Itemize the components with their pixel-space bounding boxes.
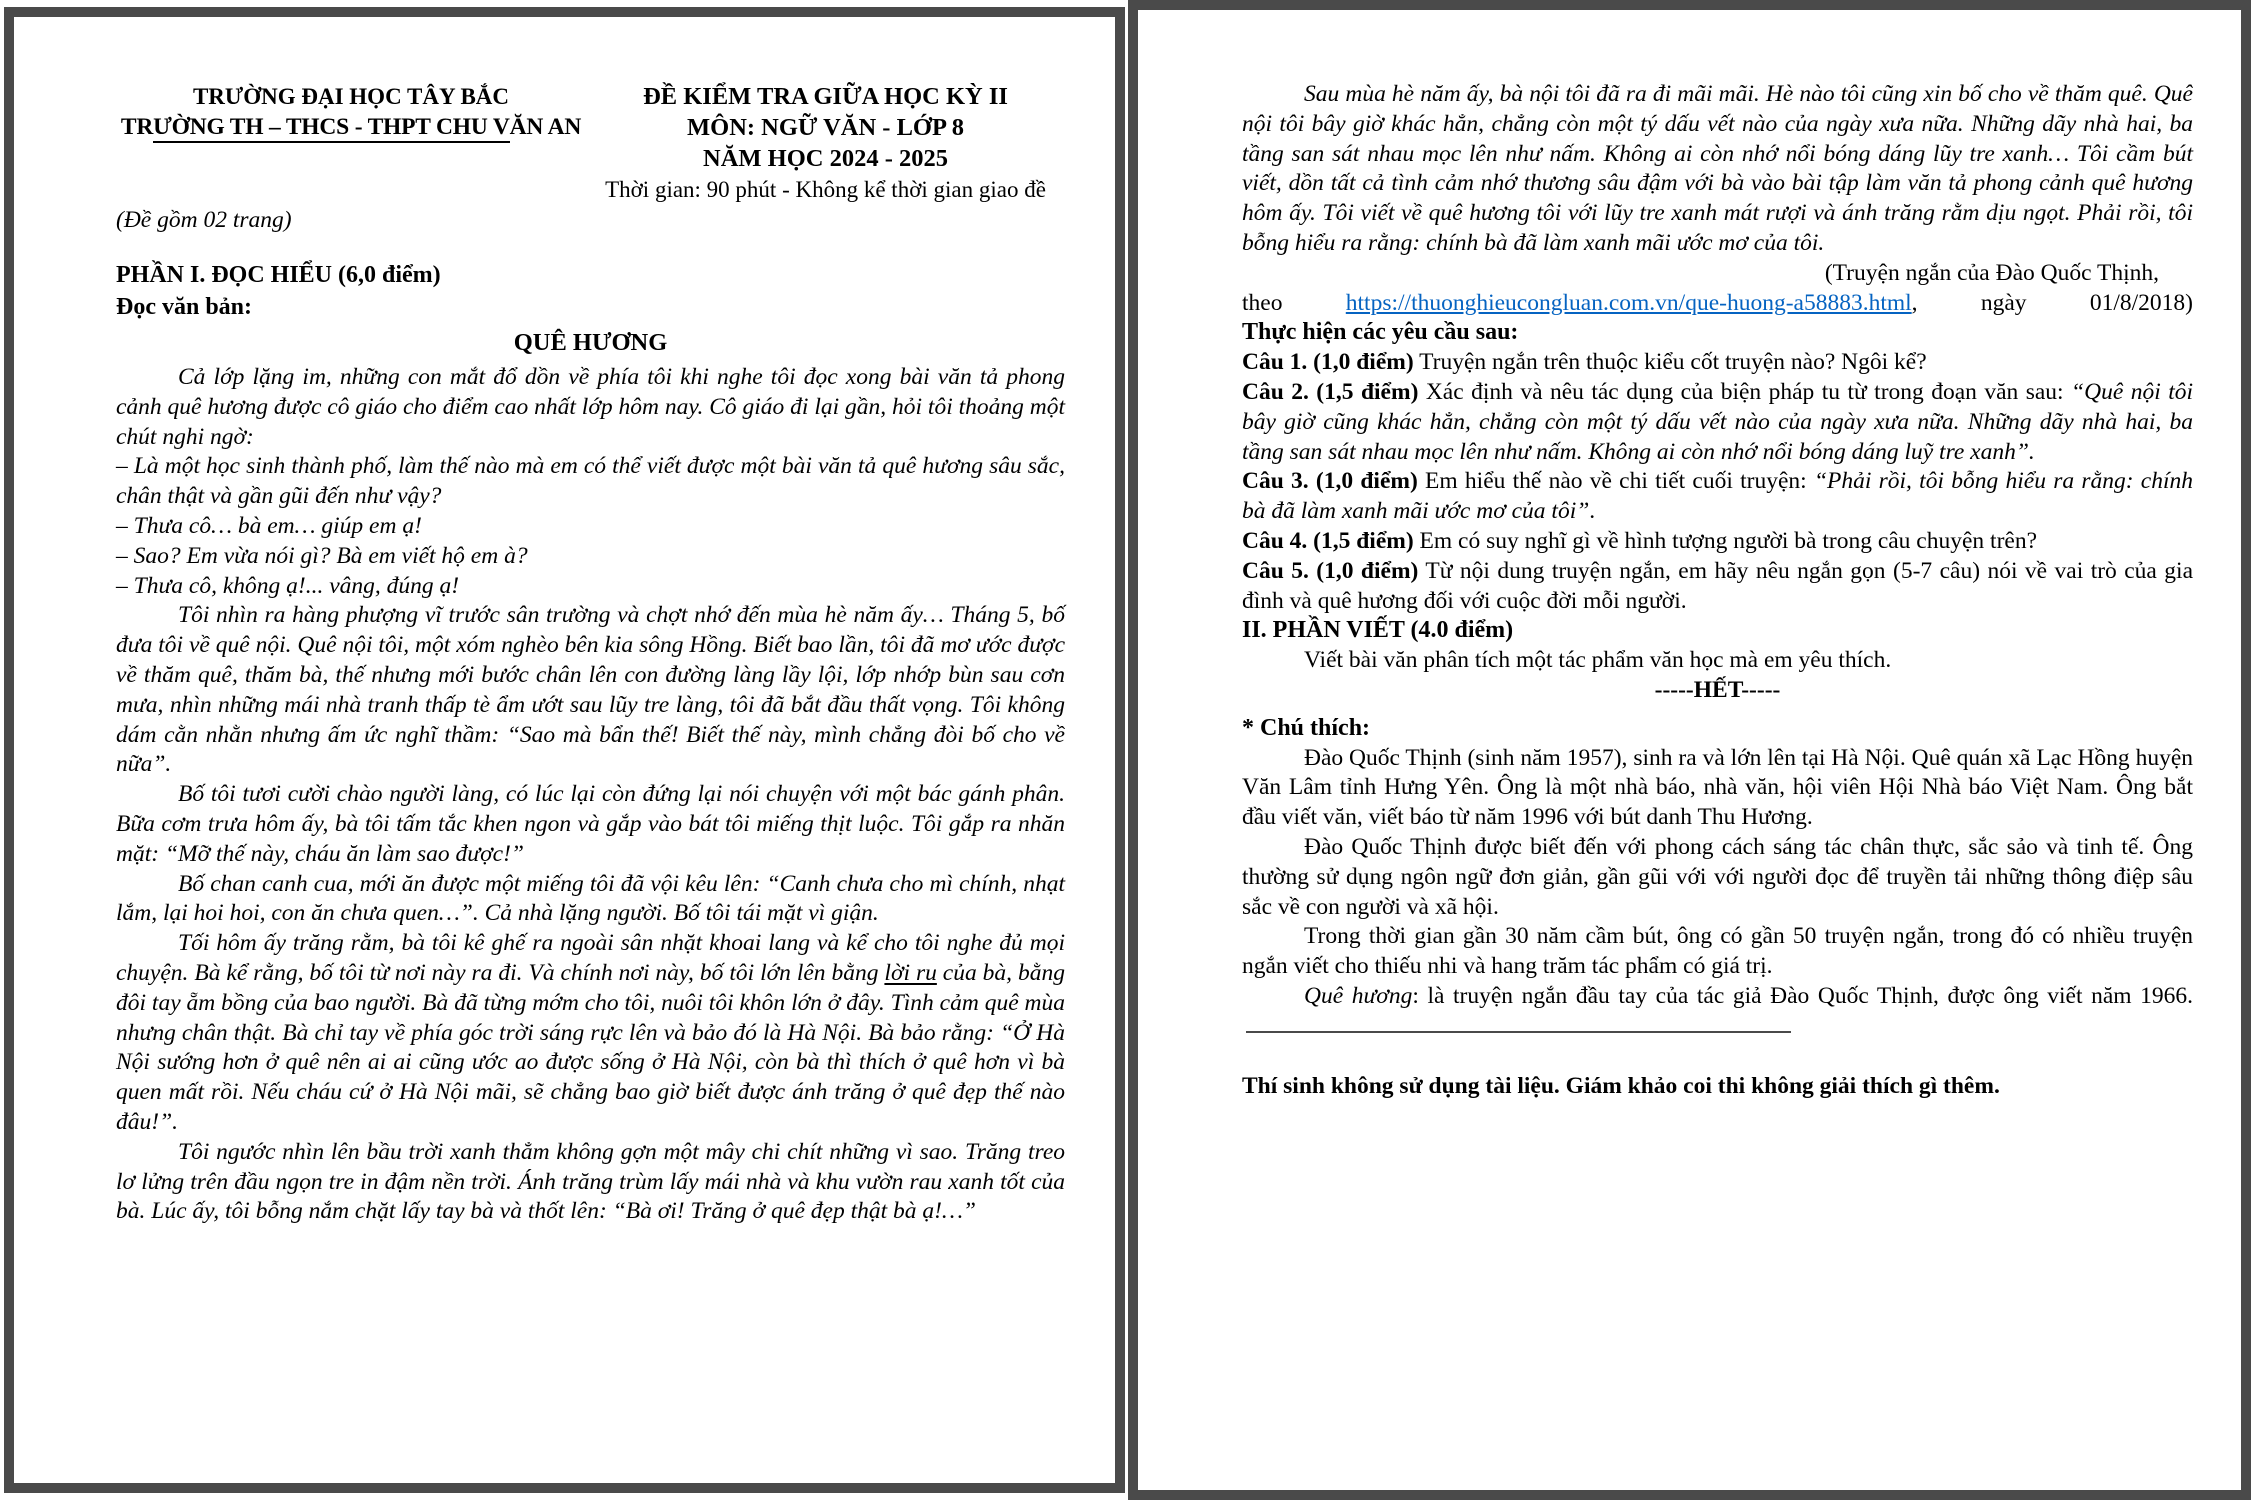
question xyxy=(1242,467,2193,527)
school-name xyxy=(116,112,586,143)
text-run: – Thưa cô, không ạ!... vâng, đúng ạ! xyxy=(116,572,460,599)
text-run: Em hiểu thế nào về chi tiết cuối truyện: xyxy=(1417,468,1814,495)
story-paragraph xyxy=(116,1138,1065,1227)
text-run: “Phải rồi, tôi bỗng hiểu ra rằng: chính bà đã làm xanh mãi ước mơ của tôi” xyxy=(1242,468,2194,525)
text-run: Tôi ngước nhìn lên bầu trời xanh thẳm không gợn một mây chi chít những vì sao. Trăng treo lơ lửng trên đầu ngọn tre in đậm nền trời. Ánh trăng trùm lấy mái nhà và khu vườn rau xanh tốt của bà. Lúc ấy, tôi bỗng nắm chặt lấy tay bà và thốt lên: “Bà ơi! Trăng ở quê đẹp thật bà ạ!…” xyxy=(116,1138,1065,1225)
text-run: Từ nội dung truyện ngắn, em hãy nêu ngắn gọn (5-7 câu) nói về vai trò của gia đình và quê hương đối với cuộc đời mỗi người. xyxy=(1242,557,2193,614)
text-run: Đào Quốc Thịnh (sinh năm 1957), sinh ra và lớn lên tại Hà Nội. Quê quán xã Lạc Hồng huyện Văn Lâm tỉnh Hưng Yên. Ông là một nhà báo, nhà văn, hội viên Hội Nhà báo Việt Nam. Ông bắt đầu viết văn, viết báo từ năm 1996 với bút danh Thu Hương. xyxy=(1242,744,2193,831)
story-paragraph xyxy=(116,452,1065,512)
exam-duration: Thời gian: 90 phút - Không kể thời gian giao đề xyxy=(605,177,1046,202)
pages-note: (Đề gồm 02 trang) xyxy=(116,207,292,233)
text-run: “Quê nội tôi bây giờ cũng khác hẳn, chẳng còn một tý dấu vết nào của ngày xưa nữa. Những dãy nhà hai, ba tầng san sát nhau mọc lên như nấm. Không ai còn nhớ nổi bóng dáng luỹ tre xanh”. xyxy=(1242,378,2194,465)
question-label: Câu 3. (1,0 điểm) xyxy=(1242,468,1418,495)
text-run: lời ru xyxy=(884,959,937,986)
text-run: Tôi nhìn ra hàng phượng vĩ trước sân trường và chợt nhớ đến mùa hè năm ấy… Tháng 5, bố đưa tôi về quê nội. Quê nội tôi, một xóm nghèo bên kia sông Hồng. Biết bao lần, tôi đã mơ ước được về thăm quê, thăm bà, thế nhưng mới bước chân lên con đường làng lầy lội, lớp nhớp bùn sau cơn mưa, nhìn những mái nhà tranh thấp tè ẩm ướt sau lũy tre làng, tôi đã bắt đầu thất vọng. Tôi không dám cằn nhằn nhưng ấm ức nghĩ thầm: “Sao mà bẩn thế! Biết thế này, mình chẳng đòi bố cho về nữa”. xyxy=(116,602,1065,778)
text-run: Tối hôm ấy trăng rằm, bà tôi kê ghế ra ngoài sân nhặt khoai lang và kể cho tôi nghe đủ mọi chuyện. Bà kể rằng, bố tôi từ nơi này ra đi. Và chính nơi này, bố tôi lớn lên bằng xyxy=(116,930,1065,986)
note-paragraph xyxy=(1242,982,2193,1042)
school-name-part: ĂN AN xyxy=(509,114,582,140)
page-header xyxy=(116,81,1065,205)
questions-list xyxy=(1242,348,2193,616)
note-paragraph xyxy=(1242,833,2193,922)
school-block xyxy=(116,81,586,205)
story-paragraph xyxy=(116,512,1065,542)
note-paragraph xyxy=(1242,744,2193,833)
text-run: Xác định và nêu tác dụng của biện pháp tu từ trong đoạn văn sau: xyxy=(1418,378,2072,405)
story-text xyxy=(116,363,1065,1227)
writing-task: Viết bài văn phân tích một tác phẩm văn học mà em yêu thích. xyxy=(1304,647,1892,674)
source-link[interactable]: https://thuonghieucongluan.com.vn/que-huong-a58883.html xyxy=(1345,289,1912,316)
exam-subject: MÔN: NGỮ VĂN - LỚP 8 xyxy=(687,114,964,141)
story-paragraph xyxy=(116,542,1065,572)
text-run: Bố chan canh cua, mới ăn được một miếng tôi đã vội kêu lên: “Canh chưa cho mì chính, nhạt lắm, lại hoi hoi, con ăn chưa quen…”. Cả nhà lặng người. Bố tôi tái mặt vì giận. xyxy=(116,870,1065,927)
question xyxy=(1242,378,2193,467)
text-run: Đào Quốc Thịnh được biết đến với phong cách sáng tác chân thực, sắc sảo và tinh tế. Ông thường sử dụng ngôn ngữ đơn giản, gần gũi với với người đọc để truyền tải những thông điệp sâu sắc về con người và xã hội. xyxy=(1242,833,2193,920)
read-text-label: Đọc văn bản: xyxy=(116,294,253,320)
text-run: Cả lớp lặng im, những con mắt đổ dồn về phía tôi khi nghe tôi đọc xong bài văn tả phong cảnh quê hương được cô giáo cho điểm cao nhất lớp hôm nay. Cô giáo đi lại gần, hỏi tôi thoảng một chút nghi ngờ: xyxy=(116,364,1065,450)
exam-title-block xyxy=(586,81,1065,205)
school-name-university: TRƯỜNG ĐẠI HỌC TÂY BẮC xyxy=(192,84,510,109)
exam-note: Thí sinh không sử dụng tài liệu. Giám khảo coi thi không giải thích gì thêm. xyxy=(1242,1072,2000,1099)
school-name-underlined: ƯỜNG TH – THCS - THPT CHU V xyxy=(153,114,510,143)
exam-title: ĐỀ KIỂM TRA GIỮA HỌC KỲ II xyxy=(643,83,1008,110)
question-label: Câu 2. (1,5 điểm) xyxy=(1242,378,1419,405)
text-run: . xyxy=(1589,498,1596,525)
signature-line xyxy=(1246,1029,1791,1033)
school-year: NĂM HỌC 2024 - 2025 xyxy=(703,145,948,172)
exam-page-2 xyxy=(1128,0,2251,1500)
question-label: Câu 1. (1,0 điểm) xyxy=(1242,349,1414,376)
notes-list xyxy=(1242,744,2193,1042)
story-citation: (Truyện ngắn của Đào Quốc Thịnh, xyxy=(1824,259,2159,286)
school-name-part: TR xyxy=(120,114,154,140)
text-run: Em có suy nghĩ gì về hình tượng người bà trong câu chuyện trên? xyxy=(1413,527,2038,554)
story-paragraph xyxy=(116,870,1065,930)
text-run: : là truyện ngắn đầu tay của tác giả Đào Quốc Thịnh, được ông viết năm 1966. xyxy=(1412,982,2193,1009)
text-run: của bà, bằng đôi tay ẵm bồng của bao người. Bà đã từng mớm cho tôi, nuôi tôi khôn lớn ở đây. Tình cảm quê mùa nhưng chân thật. Bà chỉ tay về phía góc trời sáng rực lên và bảo đó là Hà Nội. Bà bảo rằng: “Ở Hà Nội sướng hơn ở quê nên ai ai cũng ước ao được sống ở Hà Nội, còn bà thì thích ở quê hơn vì bà quen mất rồi. Nếu cháu cứ ở Hà Nội mãi, sẽ chẳng bao giờ biết được ánh trăng ở quê đẹp thế nào đâu!”. xyxy=(116,959,1065,1135)
exam-page-1 xyxy=(4,7,1125,1493)
note-paragraph xyxy=(1242,922,2193,982)
story-paragraph xyxy=(116,929,1065,1138)
story-paragraph xyxy=(116,780,1065,869)
end-marker: -----HẾT----- xyxy=(1654,676,1781,703)
text-run: – Sao? Em vừa nói gì? Bà em viết hộ em à? xyxy=(116,542,528,569)
question xyxy=(1242,527,2193,557)
source-prefix: theo xyxy=(1242,289,1346,316)
story-paragraph xyxy=(116,601,1065,780)
source-suffix: , ngày 01/8/2018) xyxy=(1911,289,2193,316)
text-run: Truyện ngắn trên thuộc kiểu cốt truyện nào? Ngôi kể? xyxy=(1413,349,1927,376)
source-line xyxy=(1242,289,2193,319)
text-run: Trong thời gian gần 30 năm cầm bút, ông có gần 50 truyện ngắn, trong đó có nhiều truyện ngắn viết cho thiếu nhi và hang trăm tác phẩm có giá trị. xyxy=(1242,923,2193,980)
story-continuation: Sau mùa hè năm ấy, bà nội tôi đã ra đi mãi mãi. Hè nào tôi cũng xin bố cho về thăm quê. Quê nội tôi bây giờ khác hẳn, chẳng còn một tý dấu vết nào của ngày xưa nữa. Những dãy nhà hai, ba tầng san sát nhau mọc lên như nấm. Không ai còn nhớ nổi bóng dáng lũy tre xanh… Tôi cầm bút viết, dồn tất cả tình cảm nhớ thương sâu đậm với bà vào bài tập làm văn tả phong cảnh quê hương hôm ấy. Tôi viết về quê hương tôi với lũy tre xanh mát rượi và ánh trăng rằm dịu ngọt. Phải rồi, tôi bỗng hiểu ra rằng: chính bà đã làm xanh mãi ước mơ của tôi. xyxy=(1242,81,2193,256)
text-run: – Là một học sinh thành phố, làm thế nào mà em có thể viết được một bài văn tả quê hương sâu sắc, chân thật và gần gũi đến như vậy? xyxy=(116,453,1065,510)
section1-heading: PHẦN I. ĐỌC HIỂU (6,0 điểm) xyxy=(116,262,441,288)
question-label: Câu 4. (1,5 điểm) xyxy=(1242,527,1414,554)
question xyxy=(1242,348,2193,378)
story-paragraph xyxy=(116,572,1065,602)
question-label: Câu 5. (1,0 điểm) xyxy=(1242,557,1419,584)
story-paragraph xyxy=(116,363,1065,452)
question xyxy=(1242,557,2193,617)
requirements-heading: Thực hiện các yêu cầu sau: xyxy=(1242,319,1519,346)
section2-heading: II. PHẦN VIẾT (4.0 điểm) xyxy=(1242,617,1514,644)
notes-heading: * Chú thích: xyxy=(1242,714,1371,741)
text-run: Bố tôi tươi cười chào người làng, có lúc lại còn đứng lại nói chuyện với một bác gánh phân. Bữa cơm trưa hôm ấy, bà tôi tấm tắc khen ngon và gắp vào bát tôi miếng thịt luộc. Tôi gắp ra nhăn mặt: “Mỡ thế này, cháu ăn làm sao được!” xyxy=(116,781,1065,867)
text-run: – Thưa cô… bà em… giúp em ạ! xyxy=(116,512,422,539)
story-title: QUÊ HƯƠNG xyxy=(513,329,668,356)
text-run: Quê hương xyxy=(1304,982,1413,1009)
